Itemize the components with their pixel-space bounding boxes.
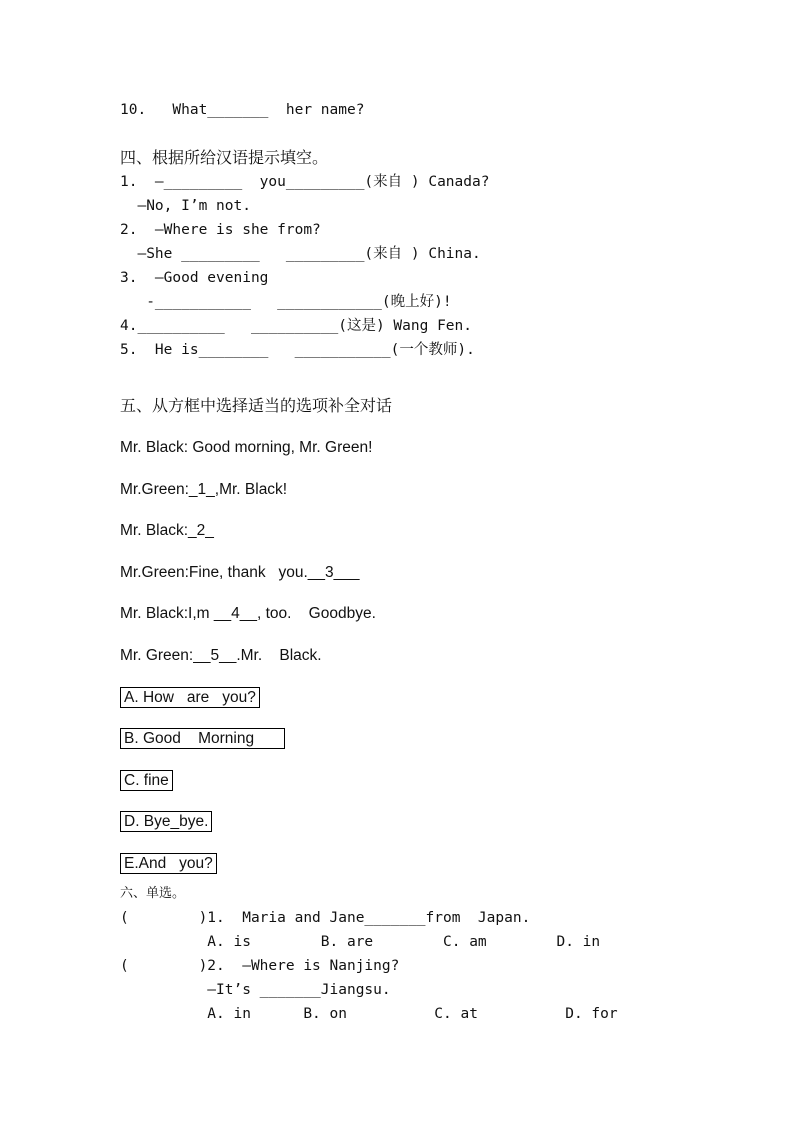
section-6-line: ( )1. Maria and Jane_______from Japan. [120,910,531,926]
dialogue-line: Mr.Green:_1_,Mr. Black! [120,481,288,498]
option-box: E.And you? [120,853,217,874]
section-6-line: —It’s _______Jiangsu. [120,982,391,998]
section-4-line: —She _________ _________(来自 ) China. [120,246,481,262]
option-box: D. Bye_bye. [120,811,212,832]
section-4-line: —No, I’m not. [120,198,251,214]
dialogue-line: Mr. Green:__5__.Mr. Black. [120,647,322,664]
section-4-line: -___________ ____________(晚上好)! [120,294,452,310]
section-6-line: A. is B. are C. am D. in [120,934,601,950]
section-4-line: 2. —Where is she from? [120,222,321,238]
question-10: 10. What_______ her name? [120,102,365,118]
dialogue-line: Mr. Black: Good morning, Mr. Green! [120,439,373,456]
section-4-line: 4.__________ __________(这是) Wang Fen. [120,318,473,334]
dialogue-line: Mr. Black:I,m __4__, too. Goodbye. [120,605,376,622]
section-4-line: 1. —_________ you_________(来自 ) Canada? [120,174,490,190]
option-box: A. How are you? [120,687,260,708]
section-6-line: A. in B. on C. at D. for [120,1006,618,1022]
section-6-line: ( )2. —Where is Nanjing? [120,958,400,974]
dialogue-line: Mr. Black:_2_ [120,522,214,539]
section-6-heading: 六、单选。 [120,886,186,901]
option-box: B. Good Morning [120,728,285,749]
section-4-heading: 四、根据所给汉语提示填空。 [120,148,329,167]
section-5-heading: 五、从方框中选择适当的选项补全对话 [120,396,393,415]
option-box: C. fine [120,770,173,791]
section-4-line: 5. He is________ ___________(一个教师). [120,342,475,358]
dialogue-line: Mr.Green:Fine, thank you.__3___ [120,564,360,581]
section-4-line: 3. —Good evening [120,270,269,286]
